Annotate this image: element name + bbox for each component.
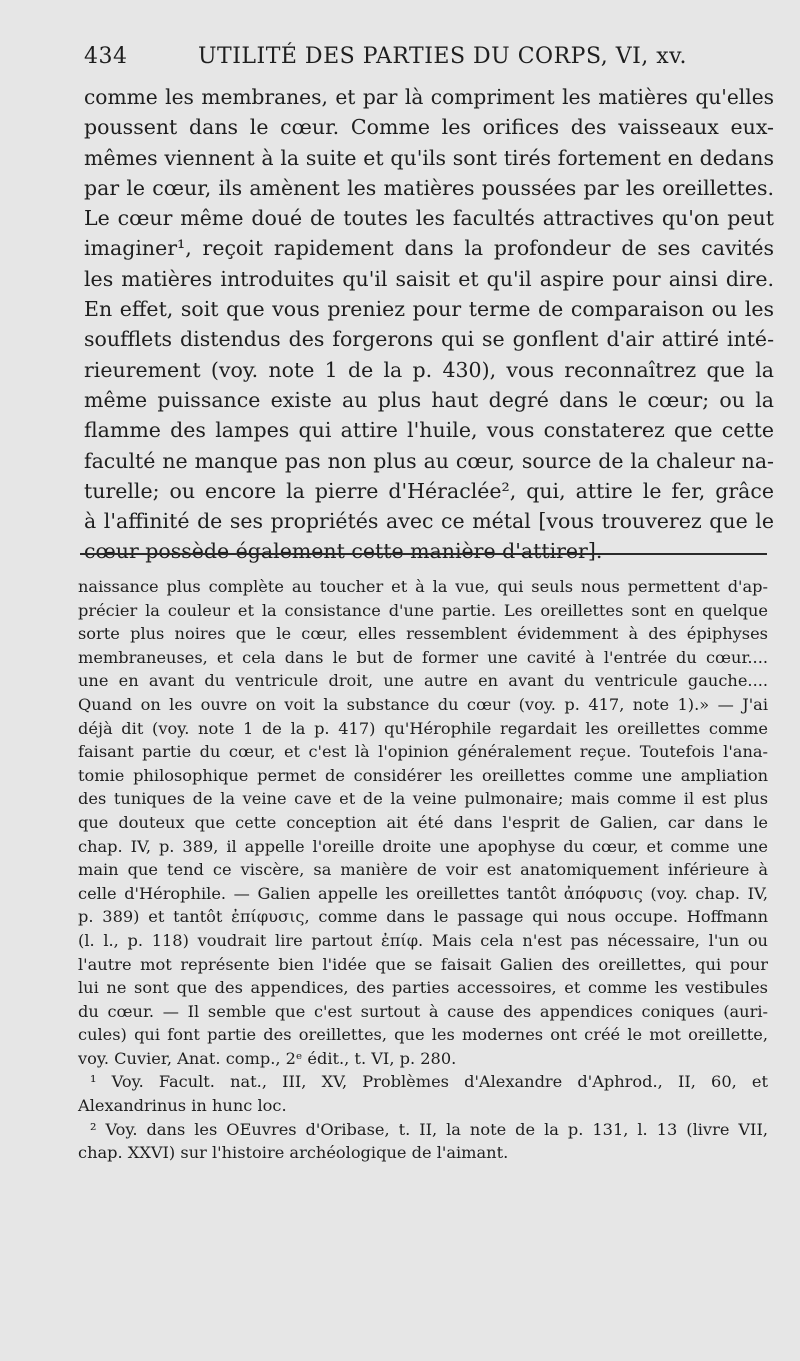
note-line: des tuniques de la veine cave et de la veine pulmonaire; mais comme il est plus <box>78 789 768 809</box>
note-line: celle d'Hérophile. — Galien appelle les oreillettes tantôt ἀπόφυσις (voy. chap. IV, <box>78 883 768 903</box>
main-line: En effet, soit que vous preniez pour terme de comparaison ou les <box>84 297 774 322</box>
footnotes <box>78 575 768 1165</box>
note-line: Quand on les ouvre on voit la substance du cœur (voy. p. 417, note 1).» — J'ai <box>78 694 768 714</box>
footnote-rule <box>80 553 767 555</box>
note-line: du cœur. — Il semble que c'est surtout à cause des appendices coniques (auri- <box>78 1001 768 1021</box>
note-line: lui ne sont que des appendices, des parties accessoires, et comme les vestibules <box>78 978 768 998</box>
note-line: voy. Cuvier, Anat. comp., 2ᵉ édit., t. VI, p. 280. <box>78 1048 457 1068</box>
main-line: comme les membranes, et par là compriment les matières qu'elles <box>84 85 774 109</box>
note-line: précier la couleur et la consistance d'une partie. Les oreillettes sont en quelque <box>78 600 768 620</box>
footnote-2-line: ² Voy. dans les OEuvres d'Oribase, t. II, la note de la p. 131, l. 13 (livre VII, <box>90 1119 768 1139</box>
note-line: chap. IV, p. 389, il appelle l'oreille droite une apophyse du cœur, et comme une <box>78 836 768 856</box>
note-line: déjà dit (voy. note 1 de la p. 417) qu'Hérophile regardait les oreillettes comme <box>78 718 768 738</box>
page-number: 434 <box>84 44 128 69</box>
main-line: faculté ne manque pas non plus au cœur, source de la chaleur na- <box>84 448 774 473</box>
main-line: mêmes viennent à la suite et qu'ils sont tirés fortement en dedans <box>84 145 774 170</box>
main-line: imaginer¹, reçoit rapidement dans la profondeur de ses cavités <box>84 236 774 261</box>
footnote-2-line: chap. XXVI) sur l'histoire archéologique de l'aimant. <box>78 1143 509 1163</box>
note-line: (l. l., p. 118) voudrait lire partout ἐπίφ. Mais cela n'est pas nécessaire, l'un ou <box>78 930 768 950</box>
main-line: même puissance existe au plus haut degré dans le cœur; ou la <box>84 387 774 412</box>
note-line: main que tend ce viscère, sa manière de voir est anatomiquement inférieure à <box>78 860 768 880</box>
main-line: les matières introduites qu'il saisit et qu'il aspire pour ainsi dire. <box>84 266 774 291</box>
note-line: faisant partie du cœur, et c'est là l'opinion généralement reçue. Toutefois l'ana- <box>78 742 768 762</box>
main-text <box>84 82 774 567</box>
note-line: sorte plus noires que le cœur, elles ressemblent évidemment à des épiphyses <box>78 624 768 644</box>
running-title: UTILITÉ DES PARTIES DU CORPS, VI, xv. <box>198 44 687 69</box>
note-line: l'autre mot représente bien l'idée que se faisait Galien des oreillettes, qui pour <box>78 954 768 974</box>
main-line: turelle; ou encore la pierre d'Héraclée², qui, attire le fer, grâce <box>84 478 774 503</box>
main-line: flamme des lampes qui attire l'huile, vous constaterez que cette <box>84 418 774 443</box>
main-line: cœur possède également cette manière d'attirer]. <box>84 539 603 564</box>
main-line: rieurement (voy. note 1 de la p. 430), vous reconnaîtrez que la <box>84 357 774 382</box>
note-line: p. 389) et tantôt ἐπίφυσις, comme dans le passage qui nous occupe. Hoffmann <box>78 907 768 927</box>
main-line: par le cœur, ils amènent les matières poussées par les oreillettes. <box>84 175 774 200</box>
note-line: que douteux que cette conception ait été dans l'esprit de Galien, car dans le <box>78 812 768 832</box>
note-line: membraneuses, et cela dans le but de former une cavité à l'entrée du cœur.... <box>78 647 768 667</box>
main-line: à l'affinité de ses propriétés avec ce métal [vous trouverez que le <box>84 509 774 534</box>
footnote-1-line: Alexandrinus in hunc loc. <box>78 1096 287 1116</box>
note-line: une en avant du ventricule droit, une autre en avant du ventricule gauche.... <box>78 671 768 691</box>
main-line: Le cœur même doué de toutes les facultés attractives qu'on peut <box>84 206 774 231</box>
note-line: tomie philosophique permet de considérer les oreillettes comme une ampliation <box>78 765 768 785</box>
note-line: cules) qui font partie des oreillettes, que les modernes ont créé le mot oreillette, <box>78 1025 768 1045</box>
note-line: naissance plus complète au toucher et à la vue, qui seuls nous permettent d'ap- <box>78 577 768 596</box>
main-line: soufflets distendus des forgerons qui se gonflent d'air attiré inté- <box>84 327 774 352</box>
main-line: poussent dans le cœur. Comme les orifices des vaisseaux eux- <box>84 115 774 140</box>
footnote-1-line: ¹ Voy. Facult. nat., III, XV, Problèmes d'Alexandre d'Aphrod., II, 60, et <box>90 1072 768 1092</box>
